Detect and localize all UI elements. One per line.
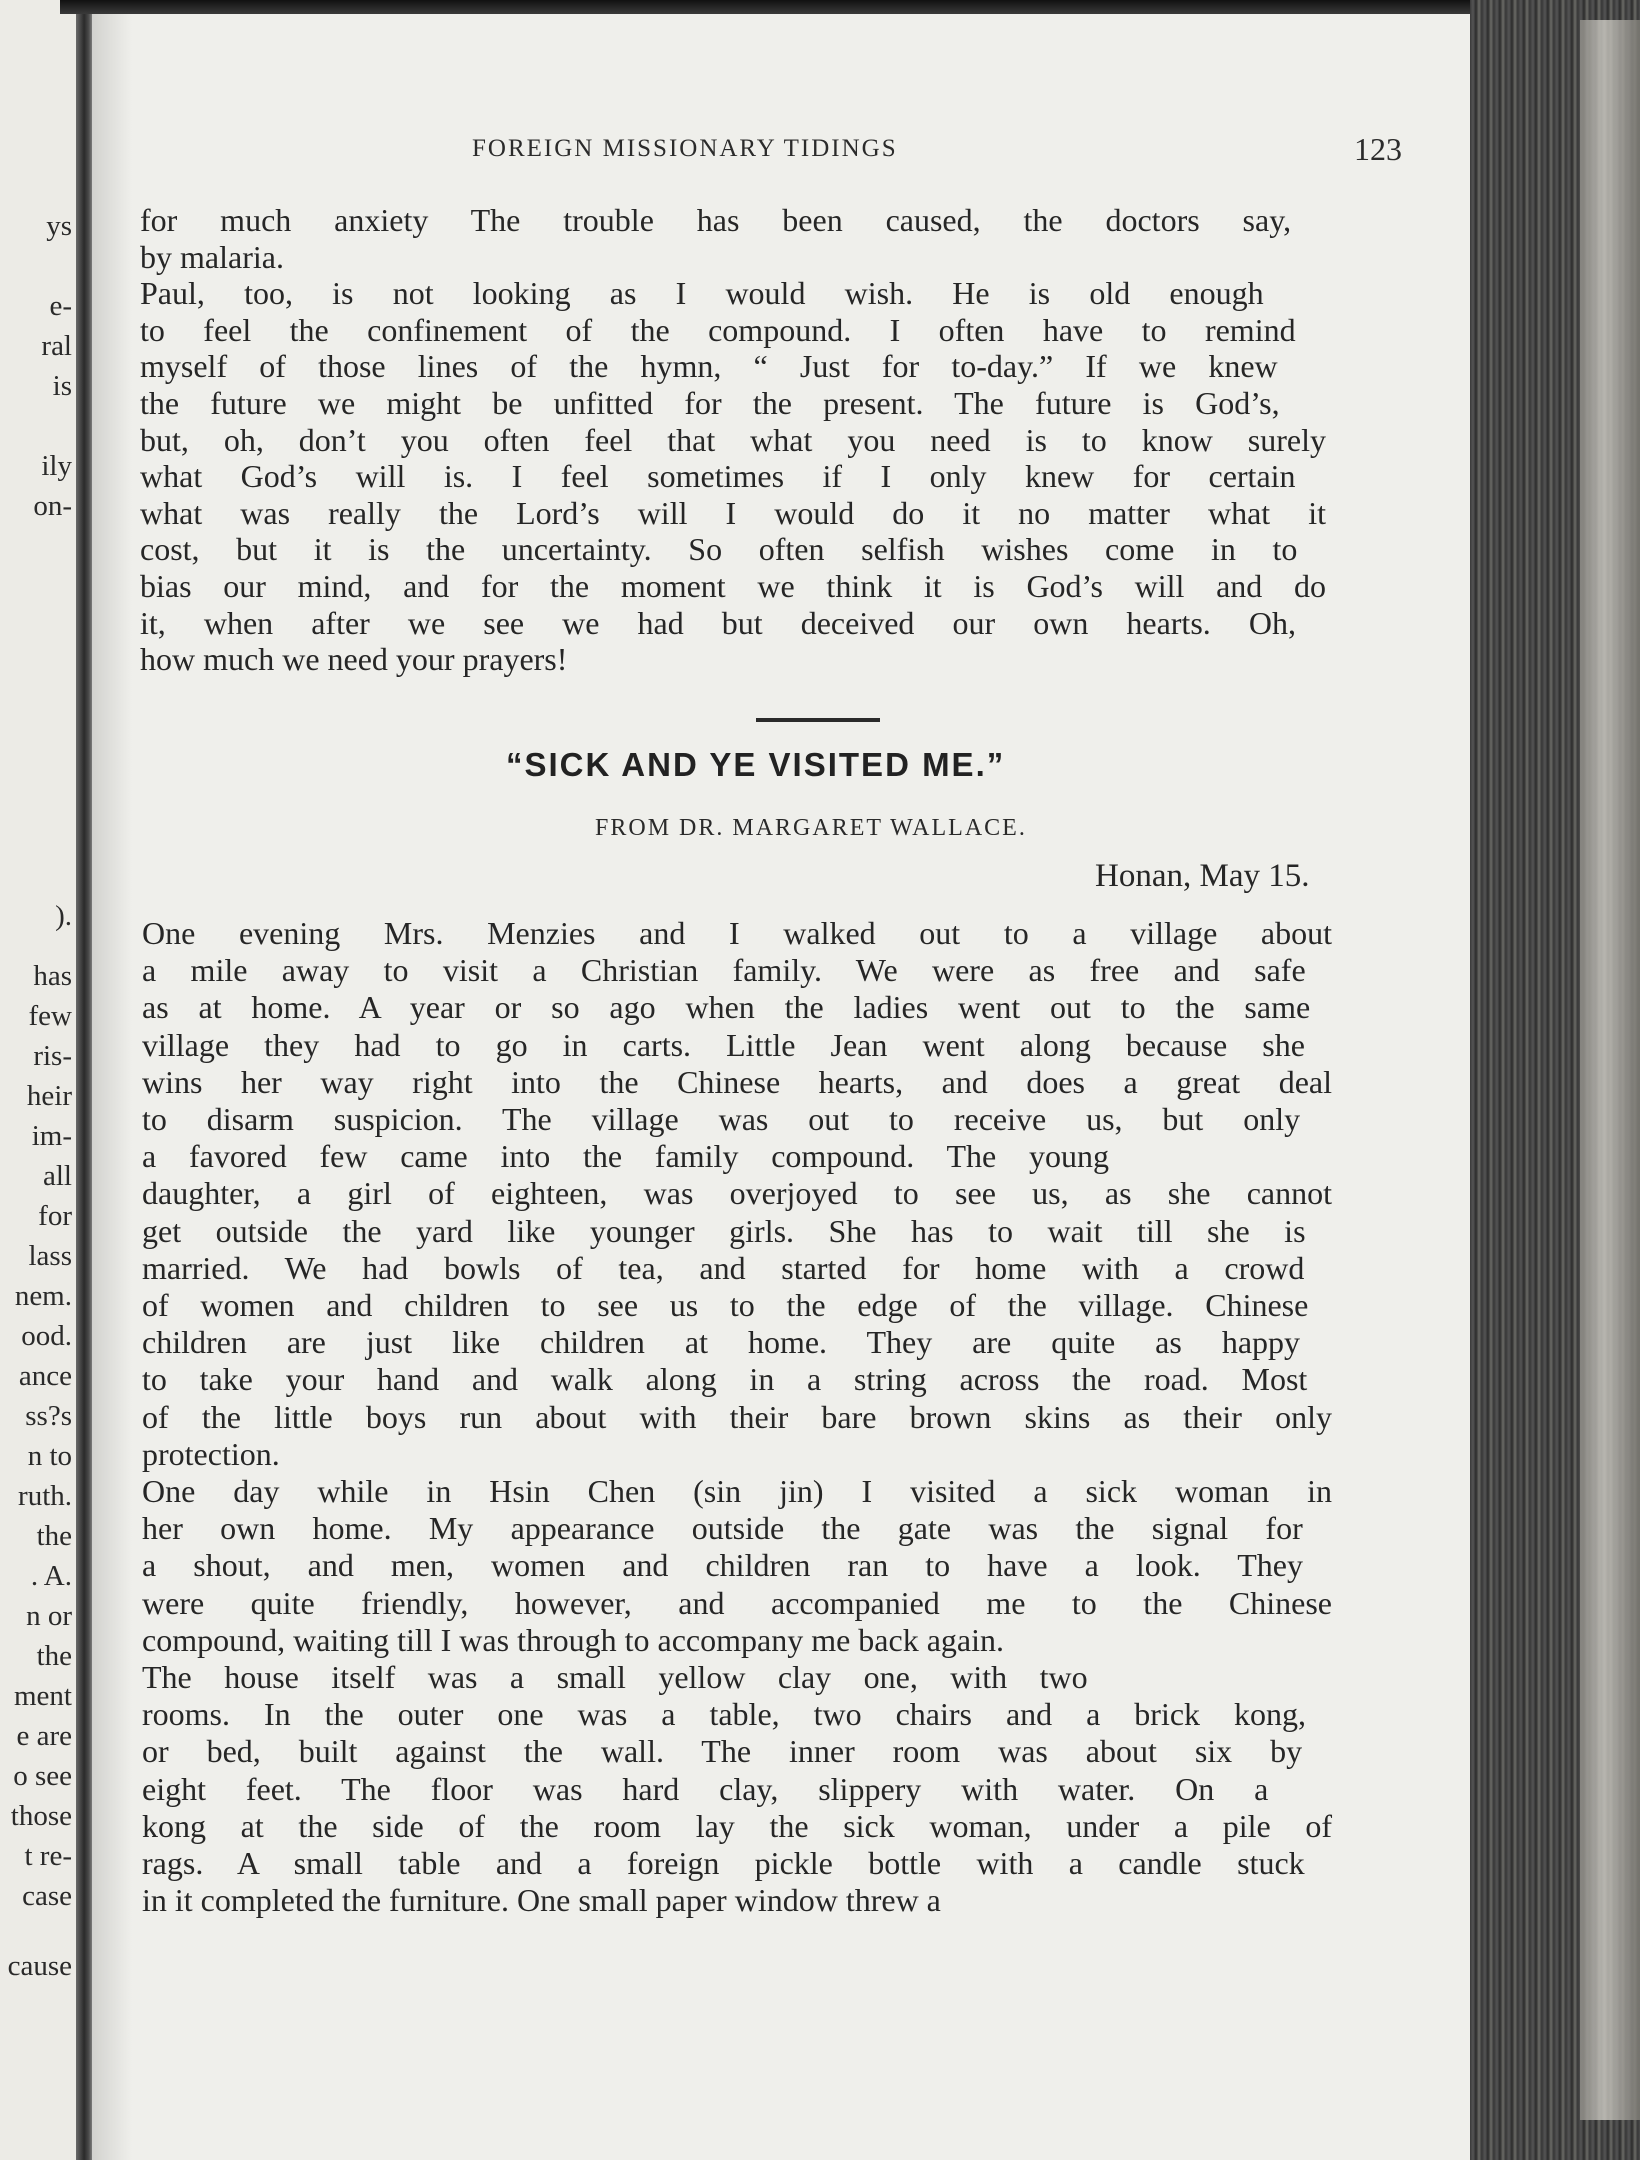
text-line: cost, but it is the uncertainty. So often selfish wishes come in to xyxy=(140,531,1298,568)
adjacent-page-fragment: is xyxy=(52,370,72,402)
book-fore-edge-highlight xyxy=(1580,20,1640,2120)
adjacent-page-fragment: n to xyxy=(27,1440,72,1472)
running-header: FOREIGN MISSIONARY TIDINGS xyxy=(472,135,898,162)
text-line: get outside the yard like younger girls. She has to wait till she is xyxy=(142,1212,1306,1249)
adjacent-page-fragment: ment xyxy=(14,1680,72,1712)
adjacent-page-fragment: case xyxy=(22,1880,72,1912)
adjacent-page-fragment: heir xyxy=(26,1080,72,1112)
text-line: a shout, and men, women and children ran to have a look. They xyxy=(142,1547,1303,1584)
adjacent-page-fragment: the xyxy=(36,1520,72,1552)
text-line: bias our mind, and for the moment we think it is God’s will and do xyxy=(140,568,1326,604)
adjacent-page-fragment: ris- xyxy=(33,1040,72,1072)
article-dateline: Honan, May 15. xyxy=(1095,858,1310,894)
adjacent-page-fragment: those xyxy=(10,1800,72,1832)
text-line: of the little boys run about with their bare brown skins as their only xyxy=(142,1398,1332,1435)
text-line: as at home. A year or so ago when the ladies went out to the same xyxy=(142,989,1311,1026)
adjacent-page-fragment: ys xyxy=(46,210,72,242)
adjacent-page-fragment: o see xyxy=(13,1760,72,1792)
text-line: a mile away to visit a Christian family. We were as free and safe xyxy=(142,952,1306,989)
text-line: to feel the confinement of the compound. I often have to remind xyxy=(140,311,1296,348)
text-line: daughter, a girl of eighteen, was overjoyed to see us, as she cannot xyxy=(142,1175,1332,1212)
book-page xyxy=(92,0,1470,2160)
page-top-shadow xyxy=(60,0,1480,14)
page-number: 123 xyxy=(1354,131,1402,167)
adjacent-page-fragment: on- xyxy=(33,490,72,522)
adjacent-page-fragment: the xyxy=(36,1640,72,1672)
article-title: “SICK AND YE VISITED ME.” xyxy=(506,746,1006,783)
text-line: married. We had bowls of tea, and started for home with a crowd xyxy=(142,1249,1305,1286)
text-line: to take your hand and walk along in a string across the road. Most xyxy=(142,1361,1308,1398)
text-line: eight feet. The floor was hard clay, slippery with water. On a xyxy=(142,1770,1269,1807)
text-line: to disarm suspicion. The village was out to receive us, but only xyxy=(142,1101,1301,1137)
text-line: her own home. My appearance outside the gate was the signal for xyxy=(142,1510,1303,1547)
adjacent-page-fragment: cause xyxy=(7,1950,72,1982)
article-byline: FROM DR. MARGARET WALLACE. xyxy=(595,815,1027,841)
text-line: by malaria. xyxy=(140,238,284,275)
text-line: myself of those lines of the hymn, “ Just for to-day.” If we knew xyxy=(140,348,1278,385)
text-line: what God’s will is. I feel sometimes if I only knew for certain xyxy=(140,458,1296,495)
adjacent-page-fragment: ruth. xyxy=(18,1480,72,1512)
adjacent-page-fragment: ance xyxy=(18,1360,72,1392)
text-line: or bed, built against the wall. The inner room was about six by xyxy=(142,1733,1303,1770)
text-line: One evening Mrs. Menzies and I walked out to a village about xyxy=(142,915,1332,951)
adjacent-page-fragment: n or xyxy=(26,1600,72,1632)
adjacent-page-fragment: has xyxy=(33,960,72,992)
text-line: One day while in Hsin Chen (sin jin) I visited a sick woman in xyxy=(142,1473,1332,1509)
text-line: village they had to go in carts. Little Jean went along because she xyxy=(142,1026,1305,1063)
adjacent-page-fragment: ral xyxy=(41,330,72,362)
text-line: compound, waiting till I was through to accompany me back again. xyxy=(142,1621,1004,1658)
text-line: for much anxiety The trouble has been caused, the doctors say, xyxy=(140,202,1292,238)
text-line: The house itself was a small yellow clay one, with two xyxy=(142,1659,1088,1695)
text-line: how much we need your prayers! xyxy=(140,641,568,678)
adjacent-page-fragment: for xyxy=(38,1200,72,1232)
adjacent-page-fragment: ). xyxy=(55,900,72,932)
section-rule xyxy=(756,718,880,722)
adjacent-page-edge xyxy=(0,0,80,2160)
adjacent-page-fragment: all xyxy=(43,1160,72,1192)
text-line: Paul, too, is not looking as I would wish. He is old enough xyxy=(140,275,1264,312)
text-line: it, when after we see we had but deceived our own hearts. Oh, xyxy=(140,604,1296,641)
adjacent-page-fragment: e- xyxy=(49,290,72,322)
adjacent-page-fragment: lass xyxy=(28,1240,72,1272)
adjacent-page-fragment: nem. xyxy=(14,1280,72,1312)
text-line: the future we might be unfitted for the present. The future is God’s, xyxy=(140,385,1280,421)
adjacent-page-fragment: few xyxy=(28,1000,72,1032)
adjacent-page-fragment: ily xyxy=(41,450,72,482)
adjacent-page-fragment: e are xyxy=(16,1720,72,1752)
text-line: children are just like children at home. They are quite as happy xyxy=(142,1324,1301,1361)
text-line: kong at the side of the room lay the sick woman, under a pile of xyxy=(142,1807,1332,1844)
adjacent-page-fragment: im- xyxy=(31,1120,72,1152)
text-line: rooms. In the outer one was a table, two chairs and a brick kong, xyxy=(142,1696,1307,1733)
adjacent-page-fragment: . A. xyxy=(30,1560,72,1592)
text-line: a favored few came into the family compound. The young xyxy=(142,1138,1110,1175)
adjacent-page-fragment: ss?s xyxy=(25,1400,72,1432)
page-shadow xyxy=(92,0,132,2160)
text-line: protection. xyxy=(142,1435,280,1472)
text-line: wins her way right into the Chinese hearts, and does a great deal xyxy=(142,1063,1332,1100)
text-line: what was really the Lord’s will I would do it no matter what it xyxy=(140,494,1326,531)
text-line: were quite friendly, however, and accompanied me to the Chinese xyxy=(142,1584,1332,1621)
text-line: of women and children to see us to the edge of the village. Chinese xyxy=(142,1287,1309,1323)
text-line: rags. A small table and a foreign pickle bottle with a candle stuck xyxy=(142,1845,1305,1881)
adjacent-page-fragment: ood. xyxy=(21,1320,72,1352)
text-line: in it completed the furniture. One small paper window threw a xyxy=(142,1882,941,1919)
text-line: but, oh, don’t you often feel that what you need is to know surely xyxy=(140,421,1326,458)
adjacent-page-fragment: t re- xyxy=(24,1840,72,1872)
